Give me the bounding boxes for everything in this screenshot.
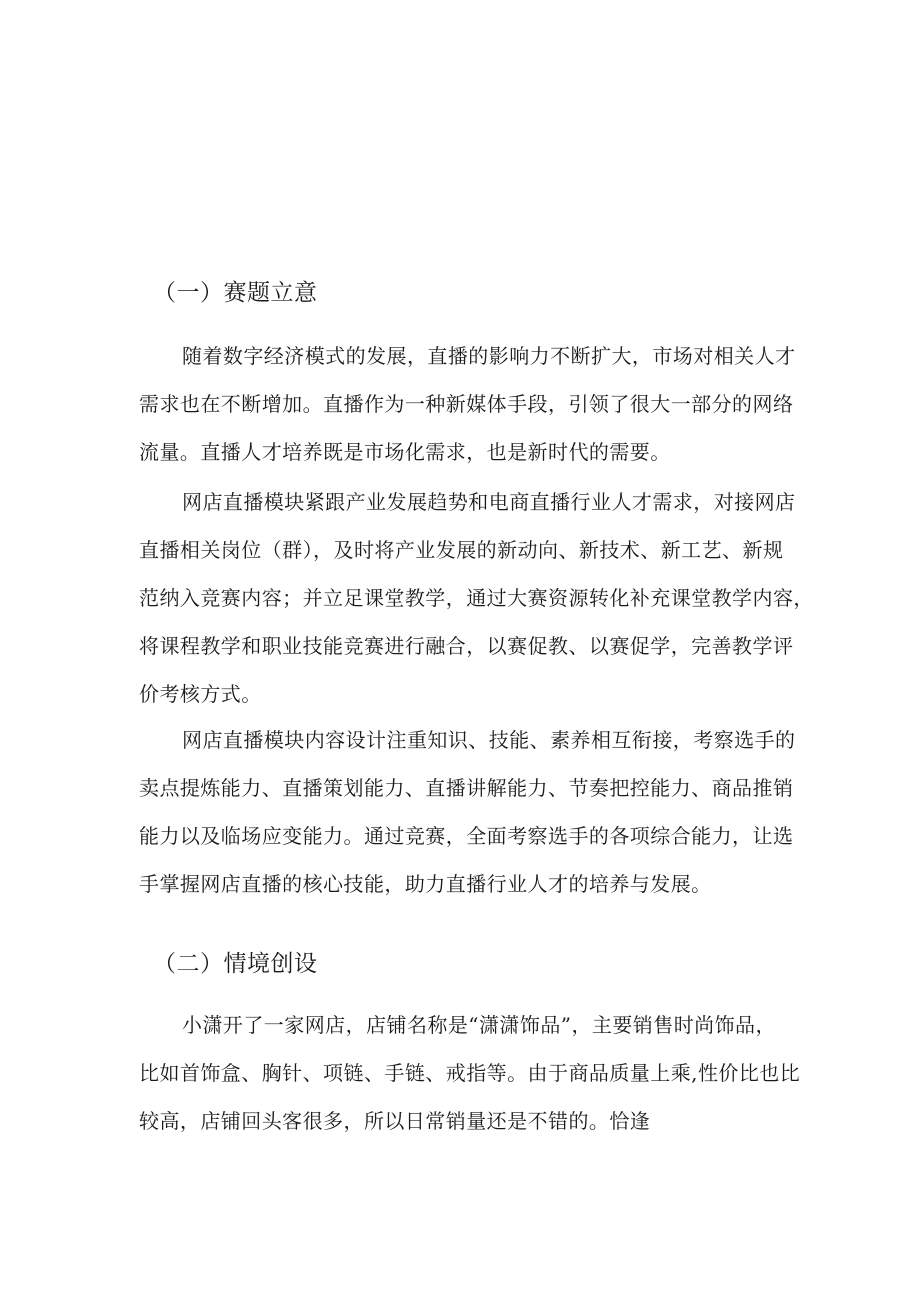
text-line: 小潇开了一家网店，店铺名称是“潇潇饰品”，主要销售时尚饰品， — [182, 1013, 776, 1037]
text-line: 需求也在不断增加。直播作为一种新媒体手段，引领了很大一部分的网络 — [139, 392, 794, 416]
text-line: 卖点提炼能力、直播策划能力、直播讲解能力、节奏把控能力、商品推销 — [139, 776, 794, 800]
paragraph-2-1 — [139, 1001, 801, 1145]
text-line: 手掌握网店直播的核心技能，助力直播行业人才的培养与发展。 — [139, 872, 712, 896]
text-line: 网店直播模块内容设计注重知识、技能、素养相互衔接，考察选手的 — [182, 728, 796, 752]
section-heading-1: （一）赛题立意 — [153, 280, 318, 306]
text-line: 较高，店铺回头客很多，所以日常销量还是不错的。恰逢 — [139, 1109, 651, 1133]
paragraph-1-3 — [139, 716, 796, 908]
text-line: 网店直播模块紧跟产业发展趋势和电商直播行业人才需求，对接网店 — [182, 490, 796, 514]
text-line: 直播相关岗位（群），及时将产业发展的新动向、新技术、新工艺、新规 — [139, 538, 784, 562]
text-line: 范纳入竞赛内容；并立足课堂教学，通过大赛资源转化补充课堂教学内容， — [139, 586, 814, 610]
text-line: 流量。直播人才培养既是市场化需求，也是新时代的需要。 — [139, 440, 671, 464]
paragraph-1-1 — [139, 332, 796, 476]
text-line: 能力以及临场应变能力。通过竞赛，全面考察选手的各项综合能力，让选 — [139, 824, 794, 848]
section-heading-2: （二）情境创设 — [153, 951, 318, 977]
paragraph-1-2 — [139, 478, 814, 718]
text-line: 价考核方式。 — [139, 682, 262, 706]
text-line: 比如首饰盒、胸针、项链、手链、戒指等。由于商品质量上乘,性价比也比 — [139, 1061, 801, 1085]
text-line: 将课程教学和职业技能竞赛进行融合，以赛促教、以赛促学，完善教学评 — [139, 634, 794, 658]
text-line: 随着数字经济模式的发展，直播的影响力不断扩大，市场对相关人才 — [182, 344, 796, 368]
